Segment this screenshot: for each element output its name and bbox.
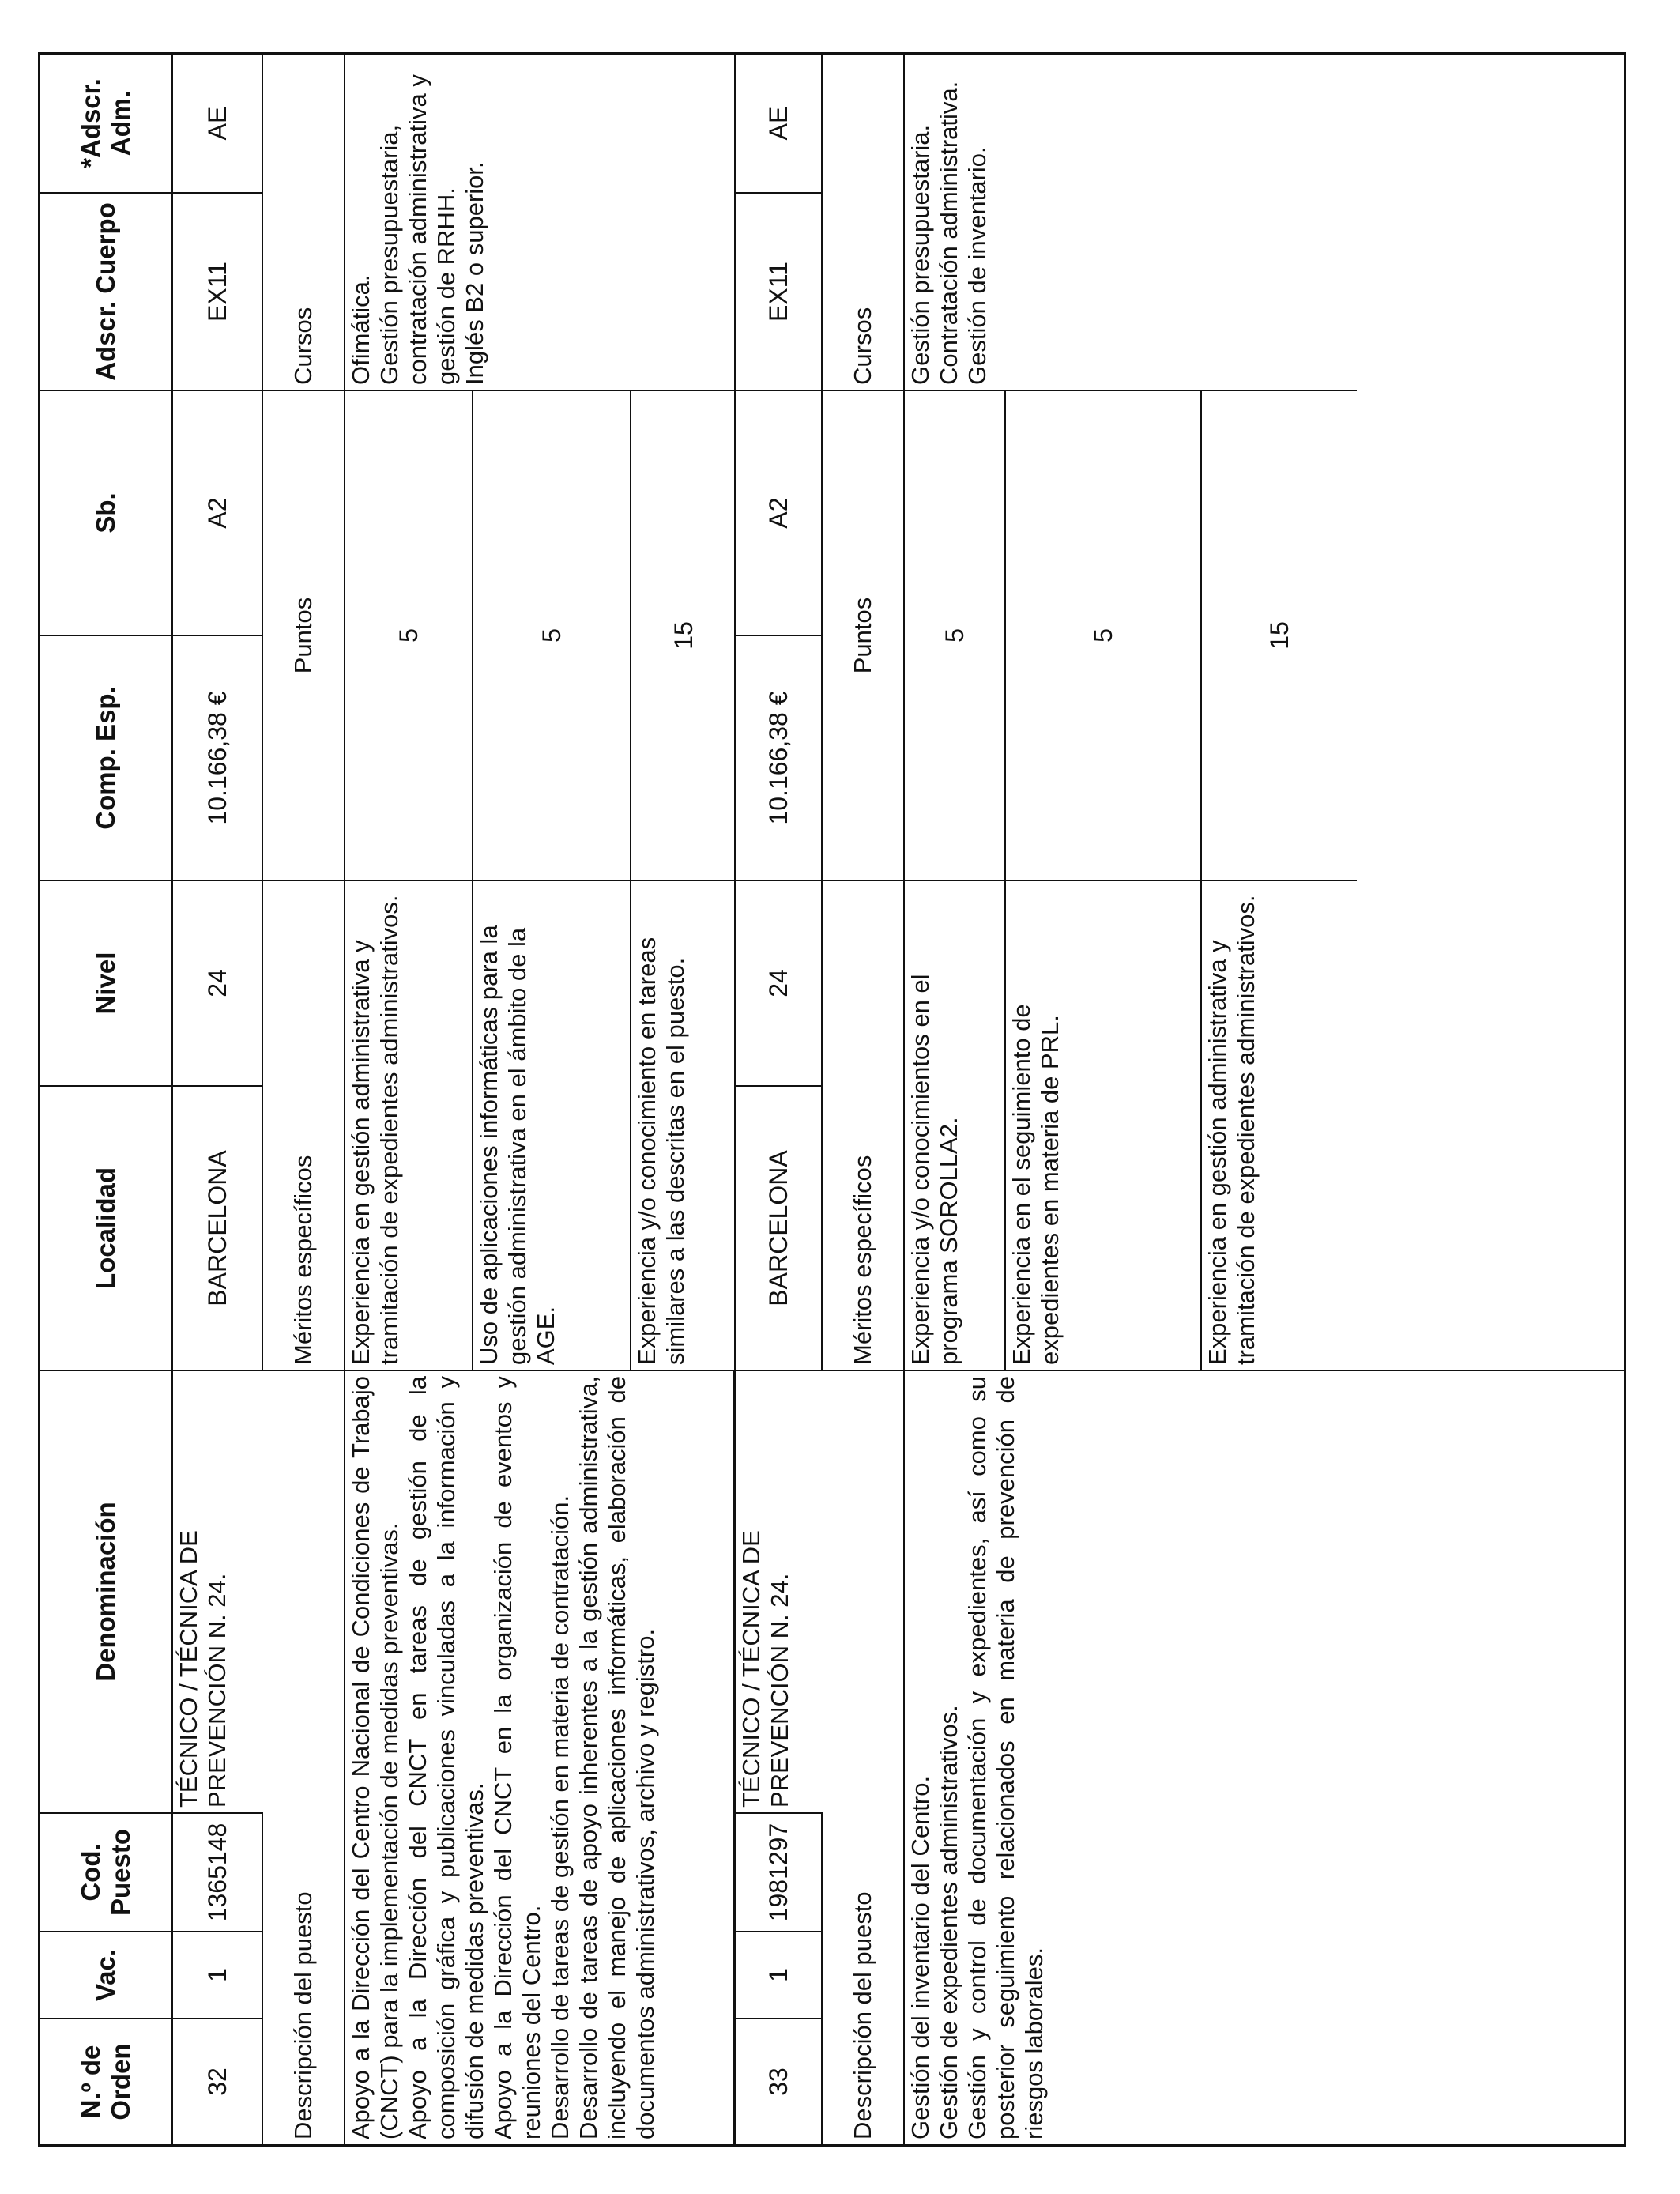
cursos-text: Ofimática. Gestión presupuestaria, contratación administrativa y gestión de RRHH. Inglés B2 o superior. bbox=[347, 74, 488, 385]
header-orden: N.º de Orden bbox=[40, 2018, 173, 2144]
cod-puesto-value: 1365148 bbox=[173, 1812, 263, 1931]
merito-puntos: 15 bbox=[631, 390, 736, 880]
cursos-text: Gestión presupuestaria. Contratación administrativa. Gestión de inventario. bbox=[906, 81, 991, 385]
sb-value: A2 bbox=[736, 390, 823, 635]
cod-puesto-value: 1981297 bbox=[736, 1812, 823, 1931]
localidad-value: BARCELONA bbox=[173, 1085, 263, 1370]
vac-value: 1 bbox=[736, 1931, 823, 2018]
merito-texto: Experiencia en gestión administrativa y tramitación de expedientes administrativos. bbox=[1202, 880, 1357, 1370]
header-localidad: Localidad bbox=[40, 1085, 173, 1370]
puntos-label: Puntos bbox=[823, 390, 905, 880]
header-nivel: Nivel bbox=[40, 880, 173, 1085]
header-sb: Sb. bbox=[40, 390, 173, 635]
header-adscr-cuerpo: Adscr. Cuerpo bbox=[40, 192, 173, 390]
header-cod-puesto: Cod. Puesto bbox=[40, 1812, 173, 1931]
header-comp-esp: Comp. Esp. bbox=[40, 635, 173, 880]
comp-esp-value: 10.166,38 € bbox=[736, 635, 823, 880]
denominacion-value: TÉCNICO / TÉCNICA DE PREVENCIÓN N. 24. bbox=[736, 1370, 823, 1812]
merito-texto: Experiencia en el seguimiento de expedientes en materia de PRL. bbox=[1006, 880, 1202, 1370]
orden-value: 33 bbox=[736, 2018, 823, 2144]
merito-puntos: 15 bbox=[1202, 390, 1357, 880]
adscr-cuerpo-value: EX11 bbox=[173, 192, 263, 390]
meritos-label: Méritos específicos bbox=[263, 880, 345, 1370]
merito-puntos: 5 bbox=[1006, 390, 1202, 880]
cursos-label: Cursos bbox=[263, 55, 345, 390]
descripcion-line: Gestión y control de documentación y expedientes, así como su posterior seguimiento relacionados en materia de prevención de riesgos laborales. bbox=[963, 1376, 1048, 2139]
merito-puntos: 5 bbox=[905, 390, 1006, 880]
nivel-value: 24 bbox=[736, 880, 823, 1085]
adscr-adm-value: AE bbox=[173, 55, 263, 192]
descripcion-line: Apoyo a la Dirección del Centro Nacional de Condiciones de Trabajo (CNCT) para la implementación de medidas preventivas. bbox=[347, 1376, 403, 2139]
merito-texto: Experiencia en gestión administrativa y tramitación de expedientes administrativos. bbox=[345, 880, 473, 1370]
puntos-label: Puntos bbox=[263, 390, 345, 880]
denominacion-value: TÉCNICO / TÉCNICA DE PREVENCIÓN N. 24. bbox=[173, 1370, 263, 1812]
comp-esp-value: 10.166,38 € bbox=[173, 635, 263, 880]
merito-puntos: 5 bbox=[345, 390, 473, 880]
merito-puntos: 5 bbox=[473, 390, 631, 880]
sb-value: A2 bbox=[173, 390, 263, 635]
orden-value: 32 bbox=[173, 2018, 263, 2144]
adscr-cuerpo-value: EX11 bbox=[736, 192, 823, 390]
localidad-value: BARCELONA bbox=[736, 1085, 823, 1370]
plazas-table bbox=[38, 52, 1626, 2147]
descripcion-puesto bbox=[345, 1370, 736, 2144]
vac-value: 1 bbox=[173, 1931, 263, 2018]
merito-texto: Uso de aplicaciones informáticas para la gestión administrativa en el ámbito de la AGE. bbox=[473, 880, 631, 1370]
merito-texto: Experiencia y/o conocimientos en el programa SOROLLA2. bbox=[905, 880, 1006, 1370]
meritos-label: Méritos específicos bbox=[823, 880, 905, 1370]
descripcion-line: Desarrollo de tareas de gestión en materia de contratación. bbox=[546, 1495, 574, 2139]
header-denominacion: Denominación bbox=[40, 1370, 173, 1812]
descripcion-line: Desarrollo de tareas de apoyo inherentes a la gestión administrativa, incluyendo el manejo de aplicaciones informáticas, elaboración de documentos administrativos, archivo y registro. bbox=[574, 1376, 659, 2139]
descripcion-puesto bbox=[905, 1370, 1624, 2144]
cursos-label: Cursos bbox=[823, 55, 905, 390]
merito-texto: Experiencia y/o conocimiento en tareas similares a las descritas en el puesto. bbox=[631, 880, 736, 1370]
adscr-adm-value: AE bbox=[736, 55, 823, 192]
nivel-value: 24 bbox=[173, 880, 263, 1085]
descripcion-line: Apoyo a la Dirección del CNCT en tareas de gestión de la composición gráfica y publicaciones vinculadas a la información y difusión de medidas preventivas. bbox=[404, 1376, 488, 2139]
descripcion-line: Gestión de expedientes administrativos. bbox=[935, 1705, 962, 2139]
descripcion-line: Apoyo a la Dirección del CNCT en la organización de eventos y reuniones del Centro. bbox=[489, 1376, 545, 2139]
descripcion-label: Descripción del puesto bbox=[263, 1370, 345, 2144]
header-adscr-adm: *Adscr. Adm. bbox=[40, 55, 173, 192]
descripcion-line: Gestión del inventario del Centro. bbox=[906, 1775, 934, 2139]
descripcion-label: Descripción del puesto bbox=[823, 1370, 905, 2144]
header-vac: Vac. bbox=[40, 1931, 173, 2018]
